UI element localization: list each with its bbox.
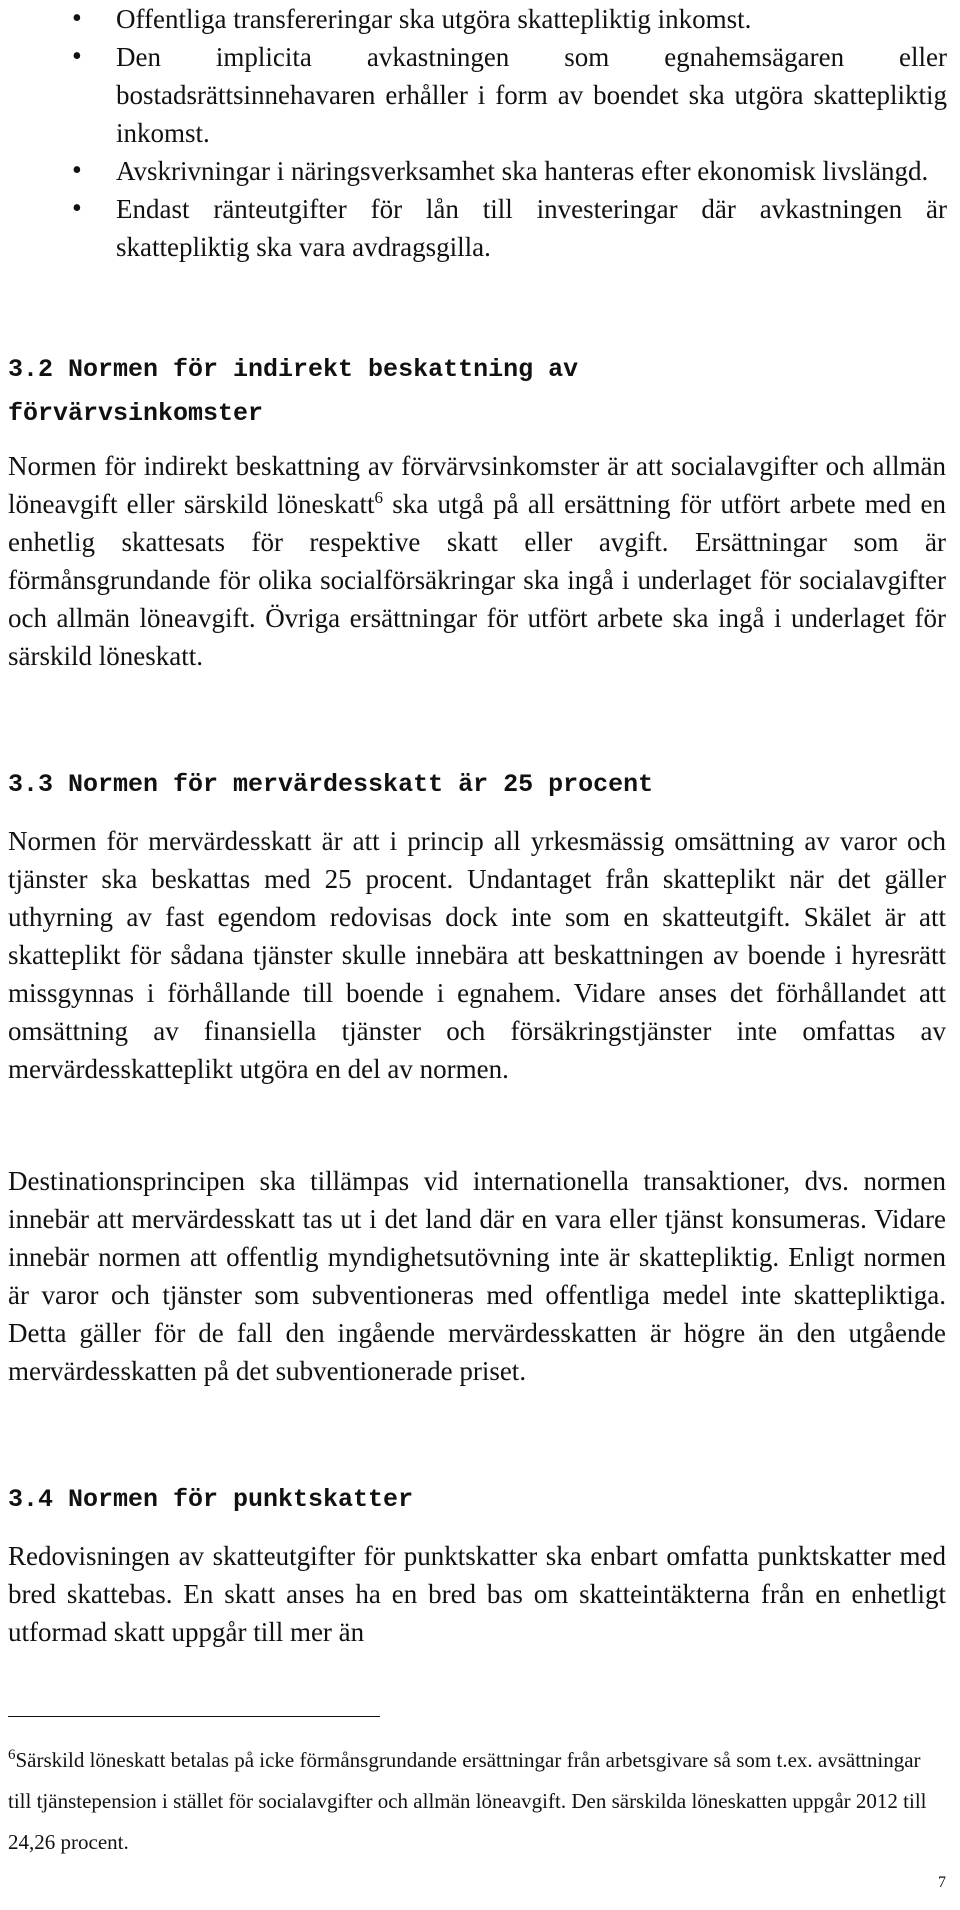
section-paragraph	[8, 447, 946, 675]
paragraph-text: Normen för indirekt beskattning av förvärvsinkomster är att socialavgifter och allmän löneavgift eller särskild löneskatt	[8, 451, 946, 519]
footnote-reference[interactable]: 6	[374, 488, 384, 507]
bullet-list	[72, 0, 947, 266]
list-item: • Avskrivningar i näringsverksamhet ska hanteras efter ekonomisk livslängd.	[72, 152, 947, 190]
section-heading-3-2: 3.2 Normen för indirekt beskattning av förvärvsinkomster	[8, 355, 579, 428]
section-paragraph: Destinationsprincipen ska tillämpas vid internationella transaktioner, dvs. normen innebär att mervärdesskatt tas ut i det land där en vara eller tjänst konsumeras. Vidare innebär normen att offentlig myndighetsutövning inte är skattepliktig. Enligt normen är varor och tjänster som subventioneras med offentliga medel inte skattepliktiga. Detta gäller för de fall den ingående mervärdesskatten är högre än den utgående mervärdesskatten på det subventionerade priset.	[8, 1166, 946, 1386]
section-paragraph: Redovisningen av skatteutgifter för punktskatter ska enbart omfatta punktskatter med bred skattebas. En skatt anses ha en bred bas om skatteintäkterna från en enhetligt utformad skatt uppgår till mer än	[8, 1541, 946, 1647]
footnote	[8, 1740, 946, 1863]
paragraph-text: ska utgå på all ersättning för utfört arbete med en enhetlig skattesats för respektive skatt eller avgift. Ersättningar som är förmånsgrundande för olika socialförsäkringar ska ingå i underlaget för socialavgifter och allmän löneavgift. Övriga ersättningar för utfört arbete ska ingå i underlaget för särskild löneskatt.	[8, 489, 946, 671]
footnote-number: 6	[8, 1747, 16, 1763]
section-heading-3-3: 3.3 Normen för mervärdesskatt är 25 procent	[8, 770, 654, 799]
section-paragraph: Normen för mervärdesskatt är att i princip all yrkesmässig omsättning av varor och tjänster ska beskattas med 25 procent. Undantaget från skatteplikt när det gäller uthyrning av fast egendom redovisas dock inte som en skatteutgift. Skälet är att skatteplikt för sådana tjänster skulle innebära att beskattningen av boende i hyresrätt missgynnas i förhållande till boende i egnahem. Vidare anses det förhållandet att omsättning av finansiella tjänster och försäkringstjänster inte omfattas av mervärdesskatteplikt utgöra en del av normen.	[8, 826, 946, 1084]
footnote-divider	[8, 1716, 380, 1717]
list-item: • Endast ränteutgifter för lån till investeringar där avkastningen är skattepliktig ska vara avdragsgilla.	[72, 190, 947, 266]
list-item: • Den implicita avkastningen som egnahemsägaren eller bostadsrättsinnehavaren erhåller i form av boendet ska utgöra skattepliktig inkomst.	[72, 38, 947, 152]
page-number: 7	[938, 1874, 946, 1891]
list-item: • Offentliga transfereringar ska utgöra skattepliktig inkomst.	[72, 0, 947, 38]
footnote-text: Särskild löneskatt betalas på icke förmånsgrundande ersättningar från arbetsgivare så som t.ex. avsättningar till tjänstepension i stället för socialavgifter och allmän löneavgift. Den särskilda löneskatten uppgår 2012 till 24,26 procent.	[8, 1748, 927, 1854]
section-heading-3-4: 3.4 Normen för punktskatter	[8, 1485, 414, 1514]
